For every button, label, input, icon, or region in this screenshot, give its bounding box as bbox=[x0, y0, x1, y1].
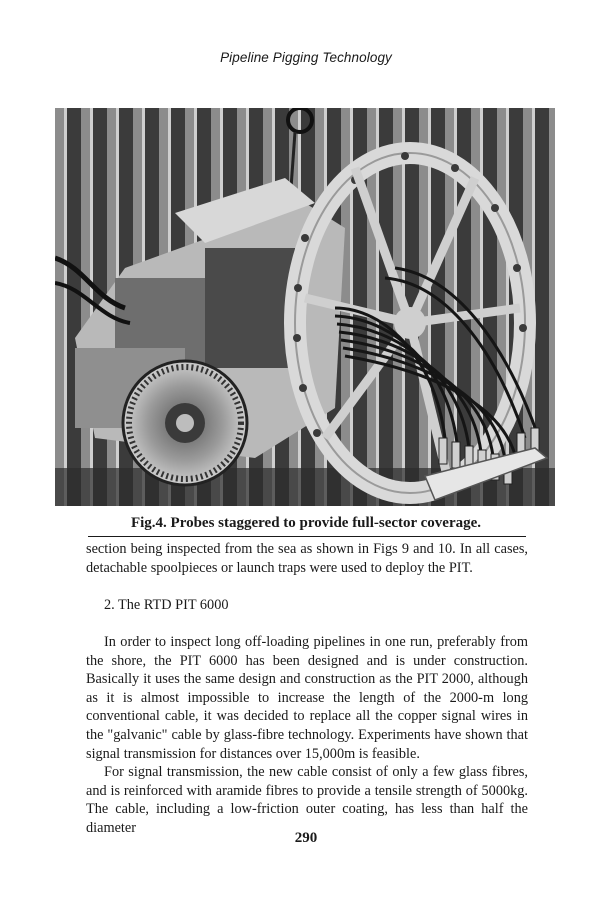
paragraph-2: In order to inspect long off-loading pipelines in one run, preferably from the shore, the PIT 6000 has been designed and is under construction. Basically it uses the same design and construction as the PIT 2000, although as it is almost impossible to increase the length of the 2000-m long conventional cable, it was decided to replace all the copper signal wires in the "galvanic" cable by glass-fibre technology. Experiments have shown that signal transmission for distances over 15,000m is feasible. bbox=[86, 634, 528, 762]
paragraph-1: section being inspected from the sea as shown in Figs 9 and 10. In all cases, detachable spoolpieces or launch traps were used to deploy the PIT. bbox=[86, 541, 528, 576]
page-number: 290 bbox=[294, 830, 318, 846]
section-heading: 2. The RTD PIT 6000 bbox=[104, 597, 229, 613]
running-head: Pipeline Pigging Technology bbox=[220, 50, 392, 65]
figure-caption: Fig.4. Probes staggered to provide full-sector coverage. bbox=[130, 515, 482, 531]
figure-photo bbox=[55, 108, 555, 506]
paragraph-3: For signal transmission, the new cable consist of only a few glass fibres, and is reinforced with aramide fibres to provide a tensile strength of 5000kg. The cable, including a low-friction outer coating, has less than half the diameter bbox=[86, 764, 528, 836]
pig-tool-photo bbox=[55, 108, 555, 506]
caption-rule bbox=[88, 536, 526, 537]
